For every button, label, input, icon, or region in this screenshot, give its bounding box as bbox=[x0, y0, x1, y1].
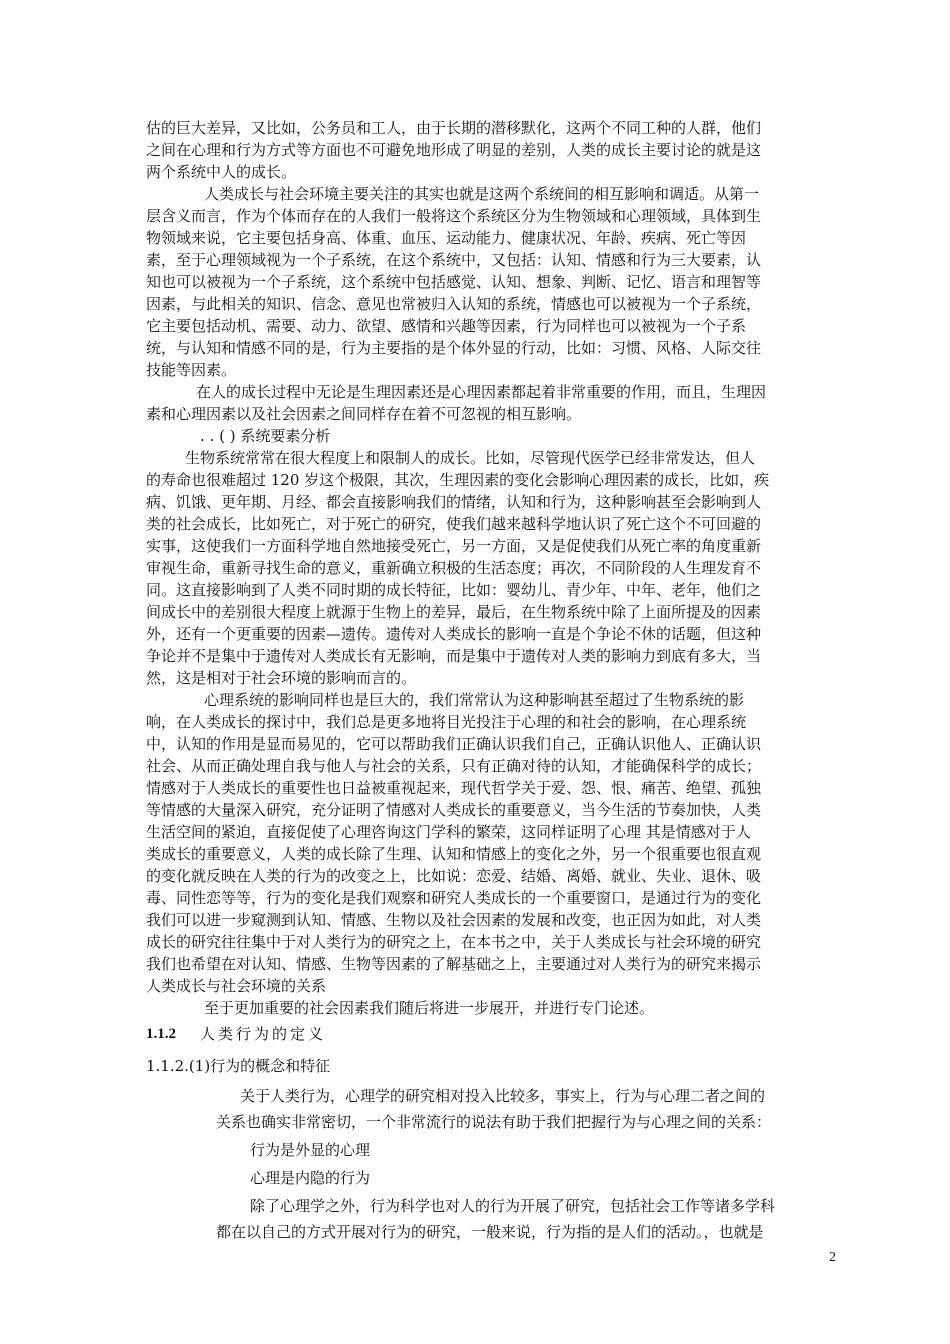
section-heading-number: 1.1.2 bbox=[146, 1026, 176, 1042]
paragraph-first-line: 心理系统的影响同样也是巨大的，我们常常认为这种影响甚至超过了生物系统的影 bbox=[204, 691, 745, 709]
paragraph-first-line: 人类成长与社会环境主要关注的其实也就是这两个系统间的相互影响和调适。从第一 bbox=[204, 185, 760, 203]
text-line: 估的巨大差异，又比如，公务员和工人，由于长期的潜移默化，这两个不同工种的人群，他们 bbox=[146, 119, 762, 137]
text-line: 实事，这使我们一方面科学地自然地接受死亡，另一方面，又是促使我们从死亡率的角度重新 bbox=[146, 537, 762, 555]
text-line: 物领域来说，它主要包括身高、体重、血压、运动能力、健康状况、年龄、疾病、死亡等因 bbox=[146, 229, 747, 247]
text-line: 同。这直接影响到了人类不同时期的成长特征，比如：婴幼儿、青少年、中年、老年，他们之 bbox=[146, 581, 762, 599]
text-line: 社会、从而正确处理自我与他人与社会的关系，只有正确对待的认知，才能确保科学的成长； bbox=[146, 757, 762, 775]
subsection-heading: 1.1.2.(1)行为的概念和特征 bbox=[146, 1057, 331, 1075]
text-line: 关系也确实非常密切，一个非常流行的说法有助于我们把握行为与心理之间的关系： bbox=[216, 1113, 772, 1131]
text-line: 人类成长与社会环境的关系 bbox=[146, 977, 327, 995]
text-line: 响，在人类成长的探讨中，我们总是更多地将目光投注于心理的和社会的影响，在心理系统 bbox=[146, 713, 747, 731]
section-marker: . . ( ) 系统要素分析 bbox=[200, 427, 331, 445]
page-number: 2 bbox=[829, 1250, 836, 1265]
text-line: 间成长中的差别很大程度上就源于生物上的差异，最后，在生物系统中除了上面所提及的因素 bbox=[146, 603, 762, 621]
text-line: 因素，与此相关的知识、信念、意见也常被归入认知的系统，情感也可以被视为一个子系统， bbox=[146, 295, 762, 313]
text-line: 统，与认知和情感不同的是，行为主要指的是个体外显的行动，比如：习惯、风格、人际交往 bbox=[146, 339, 762, 357]
paragraph-first-line: 在人的成长过程中无论是生理因素还是心理因素都起着非常重要的作用，而且，生理因 bbox=[196, 383, 767, 401]
text-line: 等情感的大量深入研究，充分证明了情感对人类成长的重要意义，当今生活的节奏加快，人类 bbox=[146, 801, 762, 819]
text-line: 类成长的重要意义，人类的成长除了生理、认知和情感上的变化之外，另一个很重要也很直观 bbox=[146, 845, 762, 863]
text-line: 类的社会成长，比如死亡，对于死亡的研究，使我们越来越科学地认识了死亡这个不可回避的 bbox=[146, 515, 762, 533]
text-line: 中，认知的作用是显而易见的，它可以帮助我们正确认识我们自己，正确认识他人、正确认识 bbox=[146, 735, 762, 753]
text-line: 我们也希望在对认知、情感、生物等因素的了解基础之上，主要通过对人类行为的研究来揭示 bbox=[146, 955, 762, 973]
text-line: 争论并不是集中于遗传对人类成长有无影响，而是集中于遗传对人类的影响力到底有多大，当 bbox=[146, 647, 762, 665]
text-line: 外，还有一个更重要的因素—遗传。遗传对人类成长的影响一直是个争论不休的话题，但这种 bbox=[146, 625, 762, 643]
quote-line: 行为是外显的心理 bbox=[250, 1141, 371, 1159]
text-line: 我们可以进一步窥测到认知、情感、生物以及社会因素的发展和改变，也正因为如此，对人类 bbox=[146, 911, 762, 929]
text-line: 毒、同性恋等等，行为的变化是我们观察和研究人类成长的一个重要窗口，是通过行为的变化 bbox=[146, 889, 762, 907]
text-line: 的寿命也很难超过 120 岁这个极限，其次，生理因素的变化会影响心理因素的成长，比如，疾 bbox=[146, 471, 770, 489]
text-line: 的变化就反映在人类的行为的改变之上，比如说：恋爱、结婚、离婚、就业、失业、退休、吸 bbox=[146, 867, 762, 885]
paragraph-first-line: 除了心理学之外，行为科学也对人的行为开展了研究，包括社会工作等诸多学科 bbox=[250, 1197, 776, 1215]
text-line: 素和心理因素以及社会因素之间同样存在着不可忽视的相互影响。 bbox=[146, 405, 582, 423]
quote-line: 心理是内隐的行为 bbox=[250, 1169, 371, 1187]
text-line: 之间在心理和行为方式等方面也不可避免地形成了明显的差别，人类的成长主要讨论的就是这 bbox=[146, 141, 762, 159]
text-line: 两个系统中人的成长。 bbox=[146, 163, 297, 181]
text-line: 层含义而言，作为个体而存在的人我们一般将这个系统区分为生物领域和心理领域，具体到生 bbox=[146, 207, 762, 225]
text-line: 它主要包括动机、需要、动力、欲望、感情和兴趣等因素，行为同样也可以被视为一个子系 bbox=[146, 317, 747, 335]
text-line: 然，这是相对于社会环境的影响而言的。 bbox=[146, 669, 417, 687]
text-line: 情感对于人类成长的重要性也日益被重视起来，现代哲学关于爱、怨、恨、痛苦、绝望、孤独 bbox=[146, 779, 762, 797]
text-line: 技能等因素。 bbox=[146, 361, 237, 379]
text-line: 病、饥饿、更年期、月经、都会直接影响我们的情绪，认知和行为，这种影响甚至会影响到人 bbox=[146, 493, 762, 511]
text-line: 成长的研究往往集中于对人类行为的研究之上，在本书之中，关于人类成长与社会环境的研究 bbox=[146, 933, 762, 951]
paragraph-first-line: 至于更加重要的社会因素我们随后将进一步展开，并进行专门论述。 bbox=[204, 999, 655, 1017]
paragraph-first-line: 关于人类行为，心理学的研究相对投入比较多，事实上，行为与心理二者之间的 bbox=[240, 1087, 766, 1105]
section-heading-title: 人类行为的定义 bbox=[200, 1025, 327, 1043]
paragraph-first-line: 生物系统常常在很大程度上和限制人的成长。比如，尽管现代医学已经非常发达，但人 bbox=[185, 449, 756, 467]
text-line: 审视生命，重新寻找生命的意义，重新确立积极的生活态度；再次，不同阶段的人生理发育不 bbox=[146, 559, 762, 577]
text-line: 都在以自己的方式开展对行为的研究，一般来说，行为指的是人们的活动。，也就是 bbox=[216, 1223, 764, 1241]
text-line: 素，至于心理领域视为一个子系统，在这个系统中，又包括：认知、情感和行为三大要素，认 bbox=[146, 251, 762, 269]
text-line: 知也可以被视为一个子系统，这个系统中包括感觉、认知、想象、判断、记忆、语言和理智等 bbox=[146, 273, 762, 291]
text-line: 生活空间的紧迫，直接促使了心理咨询这门学科的繁荣，这同样证明了心理 其是情感对于人 bbox=[146, 823, 751, 841]
